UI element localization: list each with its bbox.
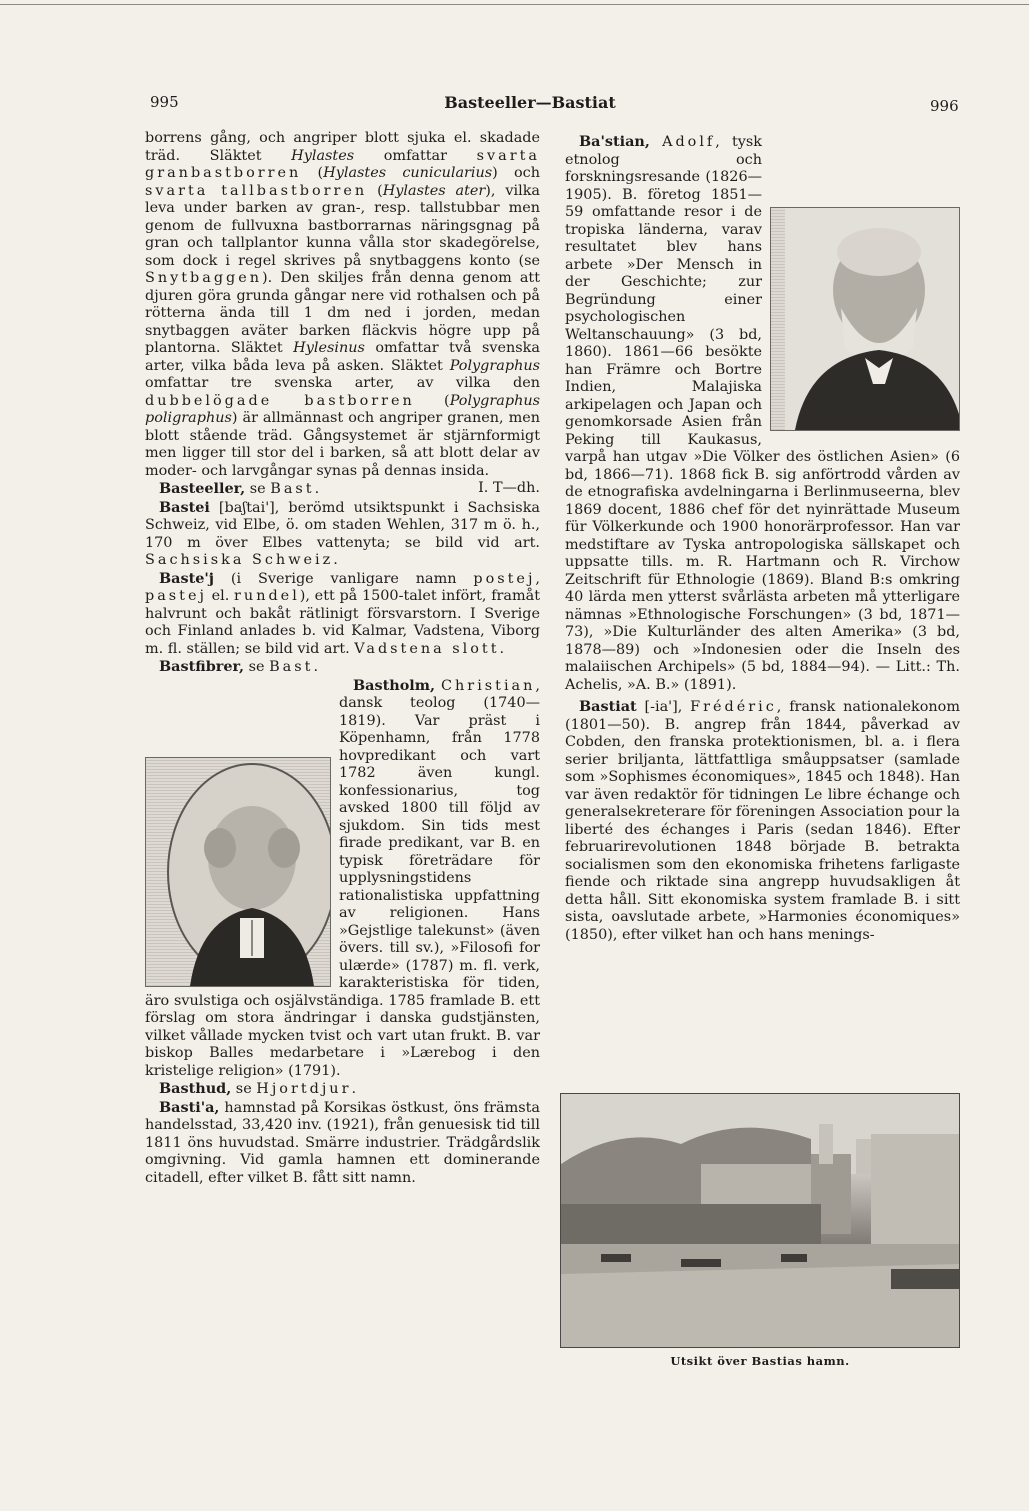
entry-bastia: Basti'a, hamnstad på Korsikas östkust, öns främsta handelsstad, 33,420 inv. (1921), från genuesisk tid till 1811 öns huvudstad. Smärre industrier. Trädgårdslik omgivning. Vid gamla hamnen ett dominerande citadell, efter vilket B. fått sitt namn.: [145, 1098, 540, 1186]
entry-bastej: Baste'j (i Sverige vanligare namn postej, pastej el. rundel), ett på 1500-talet infört, framåt halvrunt och bakåt rätlinigt försvarstorn. I Sverige och Finland anlades b. vid Kalmar, Vadstena, Viborg m. fl. ställen; se bild vid art. Vadstena slott.: [145, 569, 540, 657]
bastian-portrait: [770, 207, 960, 431]
entry-basthud: Basthud, se Hjortdjur.: [159, 1080, 357, 1097]
author-signature: I. T—dh.: [478, 480, 540, 496]
entry-bastholm: Bastholm, Christian , dansk teolog (1740—1819). Var präst i Köpenhamn, från 1778 hovpredikant och vart 1782 även kungl. konfessionarius, tog avsked 1800 till följd av sjukdom. Sin tids mest firade predikant, var B. en typisk företrädare för upplysningstidens rationalistiska uppfattning av religionen. Hans »Gejstlige talekunst» (även övers. till sv.), »Filosofi for ulærde» (1787) m. fl. verk, karakteristiska för tiden, äro svulstiga och osjälvständiga. 1785 framlade B. ett förslag om stora ändringar i danska gudstjänsten, vilket vållade mycken tvist och vart utan frukt. B. var biskop Balles medarbetare i »Lærebog i den kristelige religion» (1791).: [145, 676, 540, 1079]
figure-caption: Utsikt över Bastias hamn.: [670, 1354, 850, 1368]
bastia-harbor-drawing: [561, 1094, 959, 1347]
left-column: [145, 130, 540, 1187]
page-number-left: 995: [150, 93, 179, 111]
entry-bastfibrer: Bastfibrer, se Bast.: [159, 658, 319, 675]
bastholm-portrait-drawing: [160, 758, 331, 986]
page-number-right: 996: [930, 97, 959, 115]
entry-bastiat: Bastiat [-ia'], Frédéric, fransk nationalekonom (1801—50). B. angrep från 1844, påverkad av Cobden, den franska protektionismen, bl. a. i flera serier briljanta, lättfattliga småuppsatser (samlade som »Sophismes économiques», 1845 och 1848). Han var även redaktör för tidningen Le libre échange och generalsekreterare för föreningen Association pour la liberté des échanges i Paris (sedan 1846). Efter februarirevolutionen 1848 började B. betrakta socialismen som den ekonomiska frihetens farligaste fiende och riktade sina angrepp huvudsakligen åt detta håll. Sitt ekonomiska system framlade B. i sitt sista, oavslutade arbete, »Harmonies économiques» (1850), efter vilket han och hans menings-: [565, 698, 960, 943]
entry-basteeller: Basteeller, se Bast.: [159, 480, 320, 497]
bastia-harbor-figure: [560, 1093, 960, 1368]
running-head: Basteeller—Bastiat: [444, 93, 616, 112]
bastian-portrait-drawing: [785, 208, 960, 430]
right-column: [565, 133, 960, 944]
bastborrar-continuation: borrens gång, och angriper blott sjuka el. skadade träd. Släktet Hylastes omfattar svarta granbastborren (Hylastes cunicularius) och svarta tallbastborren (Hylastes ater), vilka leva under barken av gran-, resp. tallstubbar men genom de fullvuxna bastborrarnas näringsgnag på gran och tallplantor kunna vålla stor skadegörelse, som dock i regel skrives på snytbaggens konto (se Snytbaggen). Den skiljes från denna genom att djuren göra grunda gångar nere vid rothalsen och på rötterna ända till 1 dm ned i jorden, medan snytbaggen aväter barken fläckvis högre upp på plantorna. Släktet Hylesinus omfattar två svenska arter, vilka båda leva på asken. Släktet Polygraphus omfattar tre svenska arter, av vilka den dubbelögade bastborren (Polygraphus poligraphus) är allmännast och angriper granen, men blott stående träd. Gångsystemet är stjärnformigt men ligger till stor del i barken, så att blott delar av moder- och larvgångar synas på dennas insida. I. T—dh.: [145, 130, 541, 496]
bastholm-portrait: [145, 757, 331, 987]
entry-bastian: Ba'stian, Adolf , tysk etnolog och forskningsresande (1826—1905). B. företog 1851—59 omfattande resor i de tropiska länderna, varav resultatet blev hans arbete »Der Mensch in der Geschichte; zur Begründung einer psychologischen Weltanschauung» (3 bd, 1860). 1861—66 besökte han Främre och Bortre Indien, Malajiska arkipelagen och Japan och genomkorsade Asien från Peking till Kaukasus, varpå han utgav »Die Völker des östlichen Asien» (6 bd, 1866—71). 1868 fick B. sig anförtrodd vården av de etnografiska avdelningarna i Berlinmuseerna, blev 1869 docent, 1886 chef för det nyinrättade Museum für Völkerkunde och 1900 honorärprofessor. Han var medstiftare av Tyska antropologiska sällskapet och uppsatte tills. m. R. Hartmann och R. Virchow Zeitschrift für Ethnologie (1869). Bland B:s omkring 40 lärda men ytterst svårlästa arbeten må ytterligare nämnas »Ethnologische Forschungen» (3 bd, 1871—73), »Die Kulturländer des alten Amerika» (3 bd, 1878—89) och »Indonesien oder die Inseln des malaiischen Archipels» (5 bd, 1884—94). — Litt.: Th. Achelis, »A. B.» (1891).: [565, 133, 960, 694]
bastia-harbor-photo: [560, 1093, 960, 1348]
top-rule: [0, 4, 1029, 5]
entry-bastei: Bastei [baʃtai'], berömd utsiktspunkt i Sachsiska Schweiz, vid Elbe, ö. om staden Wehlen, 317 m ö. h., 170 m över Elbes vattenyta; se bild vid art. Sachsiska Schweiz.: [145, 498, 540, 568]
